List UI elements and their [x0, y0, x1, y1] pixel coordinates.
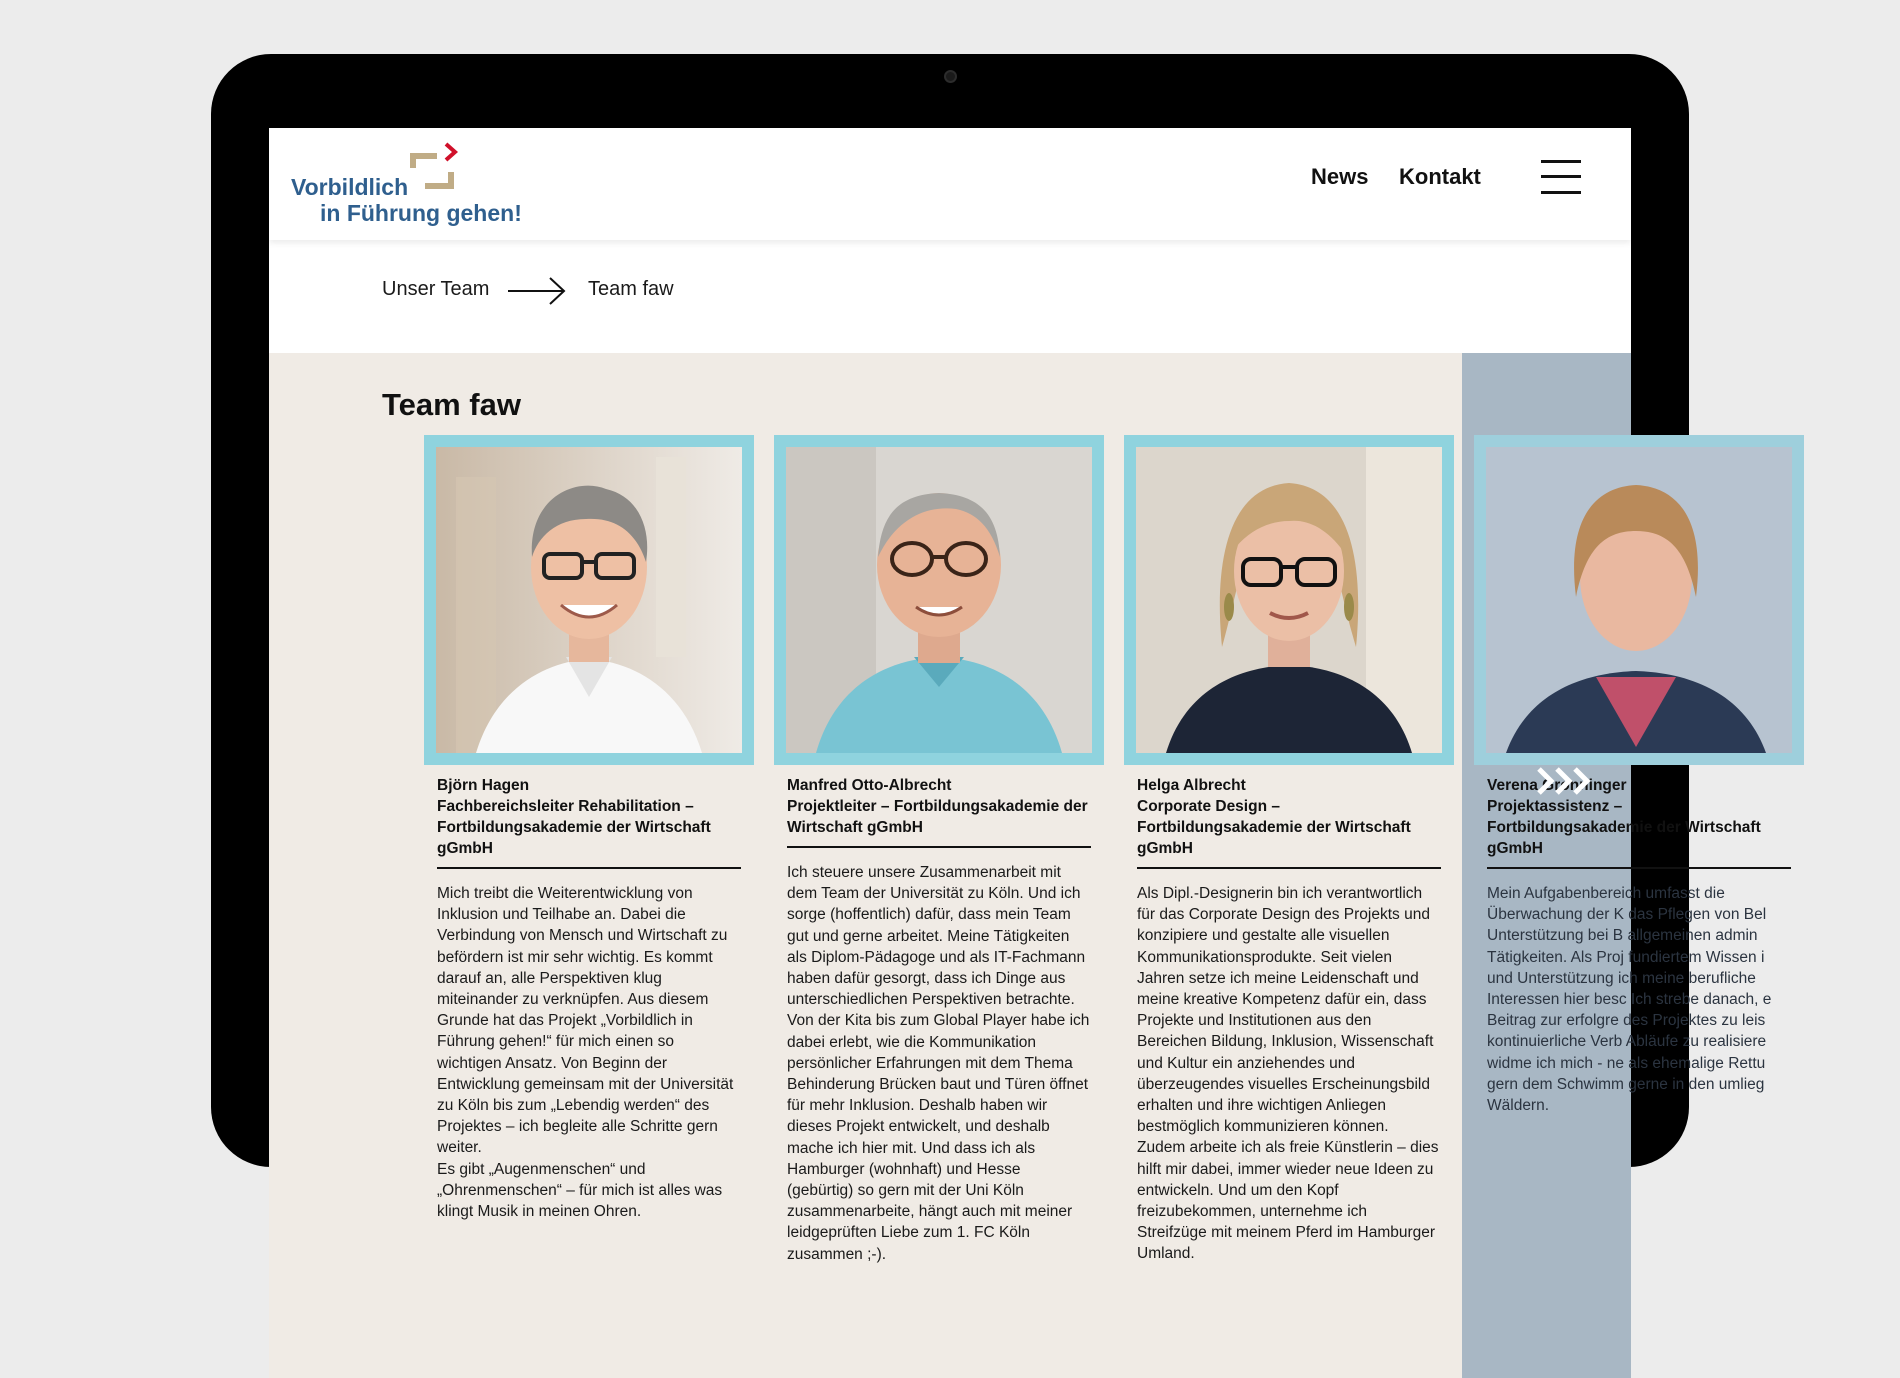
breadcrumb-current: Team faw [588, 278, 674, 300]
portrait-frame [1124, 435, 1454, 765]
member-name: Manfred Otto-Albrecht [787, 777, 952, 794]
team-section [269, 353, 1772, 1378]
member-bio: Als Dipl.-Designerin bin ich verantwortlich für das Corporate Design des Projekts und konzipiere und gestalte alle visuellen Kommunikationsprodukte. Seit vielen Jahren setze ich meine Leidenschaft und meine kreative Kompetenz dafür ein, dass Projekte und Institutionen aus den Bereichen Bildung, Inklusion, Wissenschaft und Kultur ein anziehendes und überzeugendes visuelles Erscheinungsbild erhalten und ihre wichtigen Anliegen bestmöglich kommunizieren können. Zudem arbeite ich als freie Künstlerin – dies hilft mir dabei, immer wieder neue Ideen zu entwickeln. Und um den Kopf freizubekommen, unternehme ich Streifzüge mit meinem Pferd im Hamburger Umland. [1137, 885, 1439, 1263]
logo-line-2: in Führung gehen! [320, 200, 522, 226]
divider [437, 867, 741, 869]
member-role: Fachbereichsleiter Rehabilitation – Fortbildungsakademie der Wirtschaft gGmbH [437, 798, 711, 857]
page-title: Team faw [382, 387, 521, 422]
member-name: Verena Gronninger [1487, 777, 1627, 794]
member-bio: Ich steuere unsere Zusammenarbeit mit dem Team der Universität zu Köln. Und ich sorge (hoffentlich) dafür, dass mein Team gut und gerne arbeitet. Meine Tätigkeiten als Diplom-Pädagoge und als IT-Fachmann haben dafür gesorgt, dass ich Dinge aus unterschiedlichen Perspektiven betrachte. Von der Kita bis zum Global Player habe ich dabei erlebt, wie die Kommunikation persönlicher Erfahrungen mit dem Thema Behinderung Brücken baut und Türen öffnet für mehr Inklusion. Deshalb haben wir dieses Projekt entwickelt, und deshalb mache ich hier mit. Und dass ich als Hamburger (wohnhaft) und Hesse (gebürtig) so gern mit der Uni Köln zusammenarbeite, hängt auch mit meiner leidgeprüften Liebe zum 1. FC Köln zusammen ;-). [787, 864, 1090, 1263]
team-card [774, 435, 1104, 1265]
team-card [424, 435, 754, 1222]
arrow-right-icon [506, 274, 568, 308]
divider [787, 846, 1091, 848]
portrait-frame [1474, 435, 1804, 765]
team-card [1124, 435, 1454, 1265]
nav-kontakt-link[interactable]: Kontakt [1399, 164, 1481, 189]
logo-line-1: Vorbildlich [291, 174, 409, 200]
member-role: Corporate Design – Fortbildungsakademie der Wirtschaft gGmbH [1137, 798, 1411, 857]
breadcrumb-parent-link[interactable]: Unser Team [382, 278, 490, 300]
nav-news-link[interactable]: News [1311, 164, 1369, 189]
camera-dot [944, 70, 957, 83]
member-role: Projektassistenz – Fortbildungsakademie der Wirtschaft gGmbH [1487, 798, 1761, 857]
member-name: Björn Hagen [437, 777, 530, 794]
browser-viewport [269, 128, 1772, 1378]
portrait-frame [424, 435, 754, 765]
member-bio: Mein Aufgabenbereich umfasst die Überwachung der K das Pflegen von Bel Unterstützung bei B allgemeinen admin Tätigkeiten. Als Proj fundiertem Wissen i und Unterstützung ich meine berufliche Interessen hier besc Ich strebe danach, e Beitrag zur erfolgre des Projektes zu leis kontinuierliche Verb Abläufe zu realisiere widme ich mich - ne als ehemalige Rettu gern dem Schwimm gerne in den umlieg Wäldern. [1487, 885, 1772, 1115]
site-logo[interactable] [291, 142, 541, 228]
portrait-photo [786, 447, 1092, 753]
hamburger-menu-icon[interactable] [1541, 158, 1581, 196]
site-header [269, 128, 1631, 240]
divider [1487, 867, 1791, 869]
portrait-frame [774, 435, 1104, 765]
team-card [1474, 435, 1804, 1116]
member-name: Helga Albrecht [1137, 777, 1246, 794]
portrait-photo [1136, 447, 1442, 753]
portrait-photo [1486, 447, 1792, 753]
portrait-photo [436, 447, 742, 753]
member-role: Projektleiter – Fortbildungsakademie der Wirtschaft gGmbH [787, 798, 1088, 836]
triple-chevron-right-icon[interactable] [1535, 765, 1597, 797]
divider [1137, 867, 1441, 869]
corner-bracket-arrow-icon [411, 142, 471, 194]
member-bio: Mich treibt die Weiterentwicklung von Inklusion und Teilhabe an. Dabei die Verbindung von Mensch und Wirtschaft zu befördern ist mir sehr wichtig. Es kommt darauf an, alle Perspektiven klug miteinander zu verknüpfen. Aus diesem Grunde hat das Projekt „Vorbildlich in Führung gehen!“ für mich einen so wichtigen Ansatz. Von Beginn der Entwicklung gemeinsam mit der Universität zu Köln bis zum „Lebendig werden“ des Projektes – ich begleite alle Schritte gern weiter. Es gibt „Augenmenschen“ und „Ohrenmenschen“ – für mich ist alles was klingt Musik in meinen Ohren. [437, 885, 734, 1221]
